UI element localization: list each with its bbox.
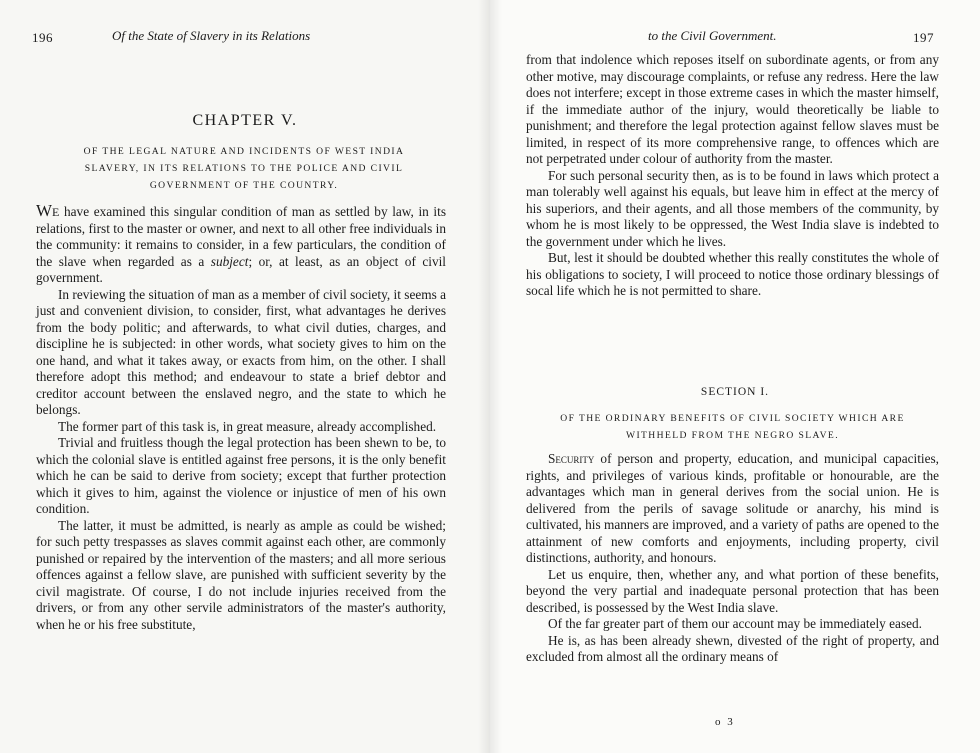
paragraph: In reviewing the situation of man as a member of civil society, it seems a just and convenient division, to consider, first, what advantages he derives from the body politic; and afterwards, to what civil duties, charges, and discipline he is subjected: in other words, what society gives to him on the one hand, and what it takes away, or exacts from him, on the other. I shall therefore adopt this method; and endeavour to state a brief debtor and creditor account between the enslaved negro, and the state to which he belongs. [36,286,446,417]
chapter-subtitle-line: GOVERNMENT OF THE COUNTRY. [149,180,339,191]
paragraph: The latter, it must be admitted, is nearly as ample as could be wished; for such petty trespasses as slaves commit against each other, are commonly punished or repaired by the intervention of the masters; and all more serious offences against a fellow slave, are punished with sufficient severity by the civil magistrate. Of course, I do not include injuries received from the drivers, or from any other servile administrators of the master's authority, when he or his free substitute, [36,517,446,632]
right-body-text-section [526,451,939,666]
chapter-subtitle [34,143,454,194]
section-subtitle-line: OF THE ORDINARY BENEFITS OF CIVIL SOCIETY WHICH ARE [560,413,905,424]
page-number: 196 [32,30,53,45]
paragraph: Let us enquire, then, whether any, and what portion of these benefits, beyond the very partial and inadequate personal protection that has been described, is possessed by the West India slave. [526,566,939,615]
right-body-text [526,52,939,300]
left-body-text [36,203,446,633]
lead-word: Security [548,451,595,466]
paragraph: from that indolence which reposes itself on subordinate agents, or from any other motive, may discourage complaints, or refuse any redress. Here the law does not interfere; except in those extreme cases in which the master himself, if the immediate author of the injury, would theoretically be liable to punishment; and therefore the legal protection against fellow slaves must be limited, in respect of its more comprehensive range, to offences which are not perpetrated under colour of authority from the master. [526,52,939,166]
running-head: Of the State of Slavery in its Relations [112,28,311,43]
running-head: to the Civil Government. [648,28,777,43]
paragraph: The former part of this task is, in great measure, already accomplished. [58,418,437,434]
lead-word: We [36,201,60,220]
paragraph-text: have examined this singular condition of man as settled by law, in its relations, first to the master or owner, and next to all other free individuals in the community: it remains to consider, in a few particulars, the condition of the slave when regarded as a [36,204,446,269]
paragraph-text: ; or, at least, as an object of civil government. [36,253,446,285]
page-number: 197 [913,30,934,45]
paragraph: For such personal security then, as is to be found in laws which protect a man tolerably well against his equals, but leave him in effect at the mercy of his superiors, and their agents, and all those members of the community, by whom he is most likely to be oppressed, the West India slave is indebted to the government under which he lives. [526,167,939,249]
paragraph: Trivial and fruitless though the legal protection has been shewn to be, to which the colonial slave is entitled against free persons, it is the only benefit which he can be said to derive from society; except that further protection which it gives to him, against the violence or injustice of men of his own condition. [36,435,446,516]
chapter-subtitle-line: SLAVERY, IN ITS RELATIONS TO THE POLICE AND CIVIL [84,163,404,174]
signature-mark: o 3 [715,716,735,728]
book-gutter [478,0,502,753]
chapter-subtitle-line: OF THE LEGAL NATURE AND INCIDENTS OF WEST INDIA [83,146,405,157]
right-page [490,0,980,753]
paragraph [36,203,446,287]
section-subtitle [526,410,939,444]
chapter-title: CHAPTER V. [192,112,298,129]
paragraph [526,451,939,567]
paragraph: But, lest it should be doubted whether this really constitutes the whole of his obligations to society, I will proceed to notice those ordinary blessings of socal life which he is not permitted to share. [526,250,939,298]
paragraph: Of the far greater part of them our account may be immediately eased. [548,616,922,631]
paragraph-text: of person and property, education, and municipal capacities, rights, and privileges of various kinds, profitable or honourable, are the advantages which man in general derives from the social union. He is delivered from the perils of savage solitude or anarchy, his mind is cultivated, his manners are improved, and a variety of paths are opened to the attainment of new comforts and enjoyments, including property, civil distinctions, authority, and honours. [526,451,939,565]
paragraph: He is, as has been already shewn, divested of the right of property, and excluded from almost all the ordinary means of [526,632,939,664]
emphasis-text: subject [210,253,249,269]
section-subtitle-line: WITHHELD FROM THE NEGRO SLAVE. [626,430,839,441]
section-title: SECTION I. [700,386,770,398]
